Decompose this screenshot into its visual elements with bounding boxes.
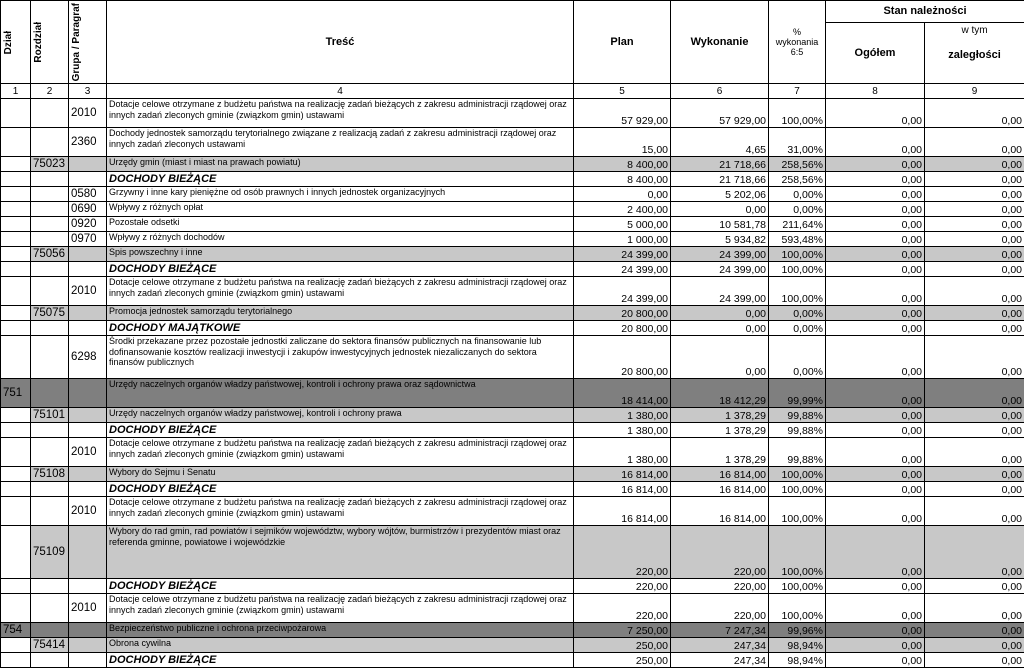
rozdzial-cell: [31, 232, 69, 247]
tresc-cell: Wpływy z różnych opłat: [107, 202, 574, 217]
dzial-cell: [1, 99, 31, 128]
dzial-cell: [1, 277, 31, 306]
rozdzial-cell: [31, 379, 69, 408]
wykonanie-cell: 21 718,66: [671, 157, 769, 172]
zaleglosci-cell: 0,00: [925, 202, 1024, 217]
ogolem-cell: 0,00: [826, 423, 925, 438]
percent-cell: 211,64%: [769, 217, 826, 232]
percent-cell: 100,00%: [769, 277, 826, 306]
paragraf-cell: 0920: [69, 217, 107, 232]
colnum: 2: [31, 84, 69, 99]
item-row: [1, 202, 1024, 217]
plan-cell: 0,00: [574, 187, 671, 202]
dzial-cell: [1, 247, 31, 262]
dzial-cell: [1, 172, 31, 187]
plan-cell: 250,00: [574, 638, 671, 653]
tresc-cell: Urzędy gmin (miast i miast na prawach powiatu): [107, 157, 574, 172]
percent-cell: 100,00%: [769, 247, 826, 262]
ogolem-cell: 0,00: [826, 526, 925, 579]
type-row: [1, 579, 1024, 594]
dzial-cell: [1, 202, 31, 217]
wykonanie-cell: 24 399,00: [671, 262, 769, 277]
paragraf-cell: [69, 623, 107, 638]
tresc-cell: Obrona cywilna: [107, 638, 574, 653]
rozdzial-cell: 75414: [31, 638, 69, 653]
dzial-cell: [1, 594, 31, 623]
wykonanie-cell: 24 399,00: [671, 247, 769, 262]
chapter-row: [1, 623, 1024, 638]
type-row: [1, 653, 1024, 668]
col-pct-header: [769, 1, 826, 84]
dzial-cell: [1, 482, 31, 497]
wykonanie-cell: 220,00: [671, 594, 769, 623]
ogolem-cell: 0,00: [826, 336, 925, 379]
dzial-cell: [1, 187, 31, 202]
zaleglosci-cell: 0,00: [925, 438, 1024, 467]
rozdzial-cell: [31, 623, 69, 638]
ogolem-cell: 0,00: [826, 187, 925, 202]
plan-cell: 1 380,00: [574, 438, 671, 467]
paragraf-cell: [69, 172, 107, 187]
column-numbers-row: [1, 84, 1024, 99]
zaleglosci-cell: 0,00: [925, 306, 1024, 321]
wykonanie-cell: 1 378,29: [671, 438, 769, 467]
wykonanie-cell: 21 718,66: [671, 172, 769, 187]
zaleglosci-cell: 0,00: [925, 594, 1024, 623]
chapter-row: [1, 379, 1024, 408]
paragraf-cell: 0970: [69, 232, 107, 247]
item-row: [1, 187, 1024, 202]
wykonanie-cell: 16 814,00: [671, 497, 769, 526]
ogolem-cell: 0,00: [826, 202, 925, 217]
ogolem-cell: 0,00: [826, 277, 925, 306]
plan-cell: 24 399,00: [574, 262, 671, 277]
ogolem-cell: 0,00: [826, 438, 925, 467]
paragraf-cell: [69, 579, 107, 594]
wykonanie-cell: 24 399,00: [671, 277, 769, 306]
rozdzial-cell: [31, 202, 69, 217]
tresc-cell: DOCHODY MAJĄTKOWE: [107, 321, 574, 336]
zaleglosci-cell: 0,00: [925, 321, 1024, 336]
percent-cell: 0,00%: [769, 202, 826, 217]
zaleglosci-cell: 0,00: [925, 579, 1024, 594]
type-row: [1, 262, 1024, 277]
rozdzial-cell: [31, 438, 69, 467]
paragraf-cell: [69, 467, 107, 482]
percent-cell: 100,00%: [769, 467, 826, 482]
wykonanie-cell: 220,00: [671, 526, 769, 579]
tresc-cell: Pozostałe odsetki: [107, 217, 574, 232]
tresc-cell: Dotacje celowe otrzymane z budżetu państwa na realizację zadań bieżących z zakresu administracji rządowej oraz innych zadań zleconych gminie (związkom gmin) ustawami: [107, 99, 574, 128]
dzial-cell: [1, 497, 31, 526]
tresc-cell: DOCHODY BIEŻĄCE: [107, 172, 574, 187]
paragraf-cell: 6298: [69, 336, 107, 379]
wykonanie-cell: 1 378,29: [671, 423, 769, 438]
wykonanie-cell: 1 378,29: [671, 408, 769, 423]
item-row: [1, 277, 1024, 306]
item-row: [1, 438, 1024, 467]
plan-cell: 20 800,00: [574, 321, 671, 336]
plan-cell: 8 400,00: [574, 157, 671, 172]
rozdzial-cell: 75109: [31, 526, 69, 579]
subsection-row: [1, 638, 1024, 653]
plan-cell: 18 414,00: [574, 379, 671, 408]
percent-cell: 99,96%: [769, 623, 826, 638]
plan-cell: 15,00: [574, 128, 671, 157]
subsection-row: [1, 408, 1024, 423]
wykonanie-cell: 7 247,34: [671, 623, 769, 638]
percent-cell: 100,00%: [769, 262, 826, 277]
plan-cell: 16 814,00: [574, 467, 671, 482]
paragraf-cell: [69, 379, 107, 408]
wykonanie-cell: 0,00: [671, 202, 769, 217]
item-row: [1, 497, 1024, 526]
ogolem-cell: 0,00: [826, 623, 925, 638]
zaleglosci-cell: 0,00: [925, 172, 1024, 187]
zaleglosci-label: zaległości: [927, 49, 1022, 62]
ogolem-cell: 0,00: [826, 232, 925, 247]
wykonanie-cell: 16 814,00: [671, 482, 769, 497]
percent-cell: 100,00%: [769, 526, 826, 579]
plan-cell: 250,00: [574, 653, 671, 668]
colnum: 1: [1, 84, 31, 99]
colnum: 4: [107, 84, 574, 99]
dzial-cell: [1, 526, 31, 579]
ogolem-cell: 0,00: [826, 467, 925, 482]
item-row: [1, 336, 1024, 379]
dzial-cell: [1, 336, 31, 379]
percent-cell: 99,88%: [769, 438, 826, 467]
pct-header-line1: %: [771, 27, 823, 37]
zaleglosci-cell: 0,00: [925, 408, 1024, 423]
zaleglosci-cell: 0,00: [925, 379, 1024, 408]
wykonanie-cell: 0,00: [671, 306, 769, 321]
dzial-cell: 754: [1, 623, 31, 638]
paragraf-cell: [69, 638, 107, 653]
wykonanie-cell: 0,00: [671, 336, 769, 379]
zaleglosci-cell: 0,00: [925, 217, 1024, 232]
rozdzial-cell: [31, 128, 69, 157]
percent-cell: 0,00%: [769, 187, 826, 202]
plan-cell: 220,00: [574, 579, 671, 594]
tresc-cell: DOCHODY BIEŻĄCE: [107, 653, 574, 668]
dzial-cell: [1, 408, 31, 423]
percent-cell: 99,88%: [769, 423, 826, 438]
plan-cell: 1 000,00: [574, 232, 671, 247]
ogolem-cell: 0,00: [826, 594, 925, 623]
table-body: [1, 99, 1024, 668]
wtym-label: w tym: [927, 25, 1022, 37]
rozdzial-cell: [31, 336, 69, 379]
wykonanie-cell: 0,00: [671, 321, 769, 336]
tresc-cell: Promocja jednostek samorządu terytorialnego: [107, 306, 574, 321]
item-row: [1, 594, 1024, 623]
zaleglosci-cell: 0,00: [925, 99, 1024, 128]
dzial-cell: [1, 306, 31, 321]
ogolem-cell: 0,00: [826, 99, 925, 128]
paragraf-cell: 0690: [69, 202, 107, 217]
dzial-cell: 751: [1, 379, 31, 408]
tresc-cell: Wybory do rad gmin, rad powiatów i sejmików województw, wybory wójtów, burmistrzów i prezydentów miast oraz referenda gminne, powiatowe i wojewódzkie: [107, 526, 574, 579]
wykonanie-cell: 220,00: [671, 579, 769, 594]
ogolem-cell: 0,00: [826, 247, 925, 262]
plan-cell: 5 000,00: [574, 217, 671, 232]
col-plan-header: Plan: [574, 1, 671, 84]
zaleglosci-cell: 0,00: [925, 653, 1024, 668]
percent-cell: 100,00%: [769, 579, 826, 594]
tresc-cell: Spis powszechny i inne: [107, 247, 574, 262]
rozdzial-cell: [31, 99, 69, 128]
zaleglosci-cell: 0,00: [925, 497, 1024, 526]
paragraf-cell: 2010: [69, 497, 107, 526]
rozdzial-cell: [31, 217, 69, 232]
col-grupa-header: Grupa / Paragraf: [69, 1, 107, 84]
colnum: 6: [671, 84, 769, 99]
subsection-row: [1, 467, 1024, 482]
paragraf-cell: [69, 262, 107, 277]
plan-cell: 24 399,00: [574, 277, 671, 306]
tresc-cell: Wybory do Sejmu i Senatu: [107, 467, 574, 482]
paragraf-cell: 2010: [69, 99, 107, 128]
paragraf-cell: 2010: [69, 594, 107, 623]
tresc-cell: Urzędy naczelnych organów władzy państwowej, kontroli i ochrony prawa: [107, 408, 574, 423]
item-row: [1, 99, 1024, 128]
percent-cell: 100,00%: [769, 497, 826, 526]
rozdzial-cell: [31, 321, 69, 336]
tresc-cell: Dotacje celowe otrzymane z budżetu państwa na realizację zadań bieżących z zakresu administracji rządowej oraz innych zadań zleconych gminie (związkom gmin) ustawami: [107, 497, 574, 526]
paragraf-cell: [69, 157, 107, 172]
colnum: 9: [925, 84, 1024, 99]
wykonanie-cell: 10 581,78: [671, 217, 769, 232]
zaleglosci-cell: 0,00: [925, 336, 1024, 379]
ogolem-cell: 0,00: [826, 497, 925, 526]
zaleglosci-cell: 0,00: [925, 157, 1024, 172]
pct-header-line2: wykonania: [771, 37, 823, 47]
subsection-row: [1, 157, 1024, 172]
ogolem-cell: 0,00: [826, 638, 925, 653]
zaleglosci-cell: 0,00: [925, 247, 1024, 262]
paragraf-cell: [69, 482, 107, 497]
plan-cell: 220,00: [574, 594, 671, 623]
colnum: 5: [574, 84, 671, 99]
ogolem-cell: 0,00: [826, 653, 925, 668]
dzial-cell: [1, 128, 31, 157]
tresc-cell: Dotacje celowe otrzymane z budżetu państwa na realizację zadań bieżących z zakresu administracji rządowej oraz innych zadań zleconych gminie (związkom gmin) ustawami: [107, 277, 574, 306]
rozdzial-cell: [31, 277, 69, 306]
percent-cell: 0,00%: [769, 306, 826, 321]
ogolem-cell: 0,00: [826, 579, 925, 594]
item-row: [1, 128, 1024, 157]
subsection-row: [1, 247, 1024, 262]
ogolem-cell: 0,00: [826, 321, 925, 336]
colnum: 3: [69, 84, 107, 99]
tresc-cell: DOCHODY BIEŻĄCE: [107, 482, 574, 497]
rozdzial-cell: 75108: [31, 467, 69, 482]
percent-cell: 0,00%: [769, 336, 826, 379]
plan-cell: 20 800,00: [574, 306, 671, 321]
rozdzial-cell: 75056: [31, 247, 69, 262]
paragraf-cell: [69, 306, 107, 321]
rozdzial-cell: [31, 497, 69, 526]
ogolem-cell: 0,00: [826, 172, 925, 187]
dzial-cell: [1, 438, 31, 467]
wykonanie-cell: 5 202,06: [671, 187, 769, 202]
zaleglosci-cell: 0,00: [925, 526, 1024, 579]
rozdzial-cell: [31, 482, 69, 497]
zaleglosci-cell: 0,00: [925, 482, 1024, 497]
tresc-cell: DOCHODY BIEŻĄCE: [107, 423, 574, 438]
percent-cell: 258,56%: [769, 172, 826, 187]
wykonanie-cell: 4,65: [671, 128, 769, 157]
rozdzial-cell: [31, 594, 69, 623]
paragraf-cell: [69, 423, 107, 438]
paragraf-cell: [69, 321, 107, 336]
rozdzial-cell: 75023: [31, 157, 69, 172]
percent-cell: 258,56%: [769, 157, 826, 172]
percent-cell: 0,00%: [769, 321, 826, 336]
tresc-cell: Dochody jednostek samorządu terytorialnego związane z realizacją zadań z zakresu administracji rządowej oraz innych zadań zleconych ustawami: [107, 128, 574, 157]
tresc-cell: Dotacje celowe otrzymane z budżetu państwa na realizację zadań bieżących z zakresu administracji rządowej oraz innych zadań zleconych gminie (związkom gmin) ustawami: [107, 438, 574, 467]
tresc-cell: Środki przekazane przez pozostałe jednostki zaliczane do sektora finansów publicznych na finansowanie lub dofinansowanie kosztów realizacji inwestycji i zakupów inwestycyjnych jednostek niezaliczanych do sektora finansów publicznych: [107, 336, 574, 379]
plan-cell: 2 400,00: [574, 202, 671, 217]
tresc-cell: Dotacje celowe otrzymane z budżetu państwa na realizację zadań bieżących z zakresu administracji rządowej oraz innych zadań zleconych gminie (związkom gmin) ustawami: [107, 594, 574, 623]
zaleglosci-cell: 0,00: [925, 277, 1024, 306]
plan-cell: 1 380,00: [574, 423, 671, 438]
zaleglosci-cell: 0,00: [925, 467, 1024, 482]
wykonanie-cell: 16 814,00: [671, 467, 769, 482]
plan-cell: 1 380,00: [574, 408, 671, 423]
ogolem-cell: 0,00: [826, 217, 925, 232]
plan-cell: 220,00: [574, 526, 671, 579]
dzial-cell: [1, 232, 31, 247]
ogolem-cell: 0,00: [826, 128, 925, 157]
pct-header-line3: 6:5: [771, 47, 823, 57]
col-rozdzial-header: Rozdział: [31, 1, 69, 84]
rozdzial-cell: [31, 172, 69, 187]
dzial-cell: [1, 579, 31, 594]
type-row: [1, 482, 1024, 497]
zaleglosci-cell: 0,00: [925, 232, 1024, 247]
wykonanie-cell: 5 934,82: [671, 232, 769, 247]
dzial-cell: [1, 262, 31, 277]
rozdzial-cell: 75101: [31, 408, 69, 423]
plan-cell: 20 800,00: [574, 336, 671, 379]
colnum: 7: [769, 84, 826, 99]
ogolem-cell: 0,00: [826, 306, 925, 321]
dzial-cell: [1, 423, 31, 438]
plan-cell: 57 929,00: [574, 99, 671, 128]
rozdzial-cell: [31, 653, 69, 668]
item-row: [1, 217, 1024, 232]
ogolem-cell: 0,00: [826, 408, 925, 423]
rozdzial-cell: [31, 579, 69, 594]
ogolem-cell: 0,00: [826, 379, 925, 408]
zaleglosci-cell: 0,00: [925, 187, 1024, 202]
percent-cell: 593,48%: [769, 232, 826, 247]
col-ogolem-header: Ogółem: [826, 23, 925, 84]
rozdzial-cell: [31, 187, 69, 202]
tresc-cell: Urzędy naczelnych organów władzy państwowej, kontroli i ochrony prawa oraz sądownictwa: [107, 379, 574, 408]
item-row: [1, 232, 1024, 247]
paragraf-cell: 0580: [69, 187, 107, 202]
plan-cell: 8 400,00: [574, 172, 671, 187]
ogolem-cell: 0,00: [826, 482, 925, 497]
wykonanie-cell: 247,34: [671, 653, 769, 668]
col-dzial-header: Dział: [1, 1, 31, 84]
percent-cell: 100,00%: [769, 99, 826, 128]
percent-cell: 99,99%: [769, 379, 826, 408]
paragraf-cell: [69, 526, 107, 579]
tresc-cell: DOCHODY BIEŻĄCE: [107, 262, 574, 277]
col-zaleglosci-header: [925, 23, 1024, 84]
percent-cell: 98,94%: [769, 638, 826, 653]
tresc-cell: Grzywny i inne kary pieniężne od osób prawnych i innych jednostek organizacyjnych: [107, 187, 574, 202]
zaleglosci-cell: 0,00: [925, 128, 1024, 157]
table-header: [1, 1, 1024, 99]
plan-cell: 16 814,00: [574, 497, 671, 526]
percent-cell: 100,00%: [769, 482, 826, 497]
zaleglosci-cell: 0,00: [925, 262, 1024, 277]
paragraf-cell: [69, 653, 107, 668]
wykonanie-cell: 247,34: [671, 638, 769, 653]
percent-cell: 31,00%: [769, 128, 826, 157]
percent-cell: 99,88%: [769, 408, 826, 423]
zaleglosci-cell: 0,00: [925, 638, 1024, 653]
dzial-cell: [1, 217, 31, 232]
type-row: [1, 423, 1024, 438]
colnum: 8: [826, 84, 925, 99]
rozdzial-cell: [31, 262, 69, 277]
paragraf-cell: 2010: [69, 277, 107, 306]
percent-cell: 98,94%: [769, 653, 826, 668]
col-stan-header: Stan należności: [826, 1, 1024, 23]
wykonanie-cell: 18 412,29: [671, 379, 769, 408]
rozdzial-cell: 75075: [31, 306, 69, 321]
plan-cell: 7 250,00: [574, 623, 671, 638]
col-tresc-header: Treść: [107, 1, 574, 84]
paragraf-cell: 2360: [69, 128, 107, 157]
plan-cell: 16 814,00: [574, 482, 671, 497]
subsection-row: [1, 306, 1024, 321]
ogolem-cell: 0,00: [826, 157, 925, 172]
percent-cell: 100,00%: [769, 594, 826, 623]
zaleglosci-cell: 0,00: [925, 623, 1024, 638]
dzial-cell: [1, 653, 31, 668]
subsection-row: [1, 526, 1024, 579]
zaleglosci-cell: 0,00: [925, 423, 1024, 438]
dzial-cell: [1, 321, 31, 336]
dzial-cell: [1, 638, 31, 653]
ogolem-cell: 0,00: [826, 262, 925, 277]
paragraf-cell: 2010: [69, 438, 107, 467]
rozdzial-cell: [31, 423, 69, 438]
dzial-cell: [1, 157, 31, 172]
paragraf-cell: [69, 408, 107, 423]
wykonanie-cell: 57 929,00: [671, 99, 769, 128]
type-row: [1, 172, 1024, 187]
tresc-cell: DOCHODY BIEŻĄCE: [107, 579, 574, 594]
type-row: [1, 321, 1024, 336]
tresc-cell: Bezpieczeństwo publiczne i ochrona przeciwpożarowa: [107, 623, 574, 638]
dzial-cell: [1, 467, 31, 482]
plan-cell: 24 399,00: [574, 247, 671, 262]
tresc-cell: Wpływy z różnych dochodów: [107, 232, 574, 247]
paragraf-cell: [69, 247, 107, 262]
col-wykonanie-header: Wykonanie: [671, 1, 769, 84]
